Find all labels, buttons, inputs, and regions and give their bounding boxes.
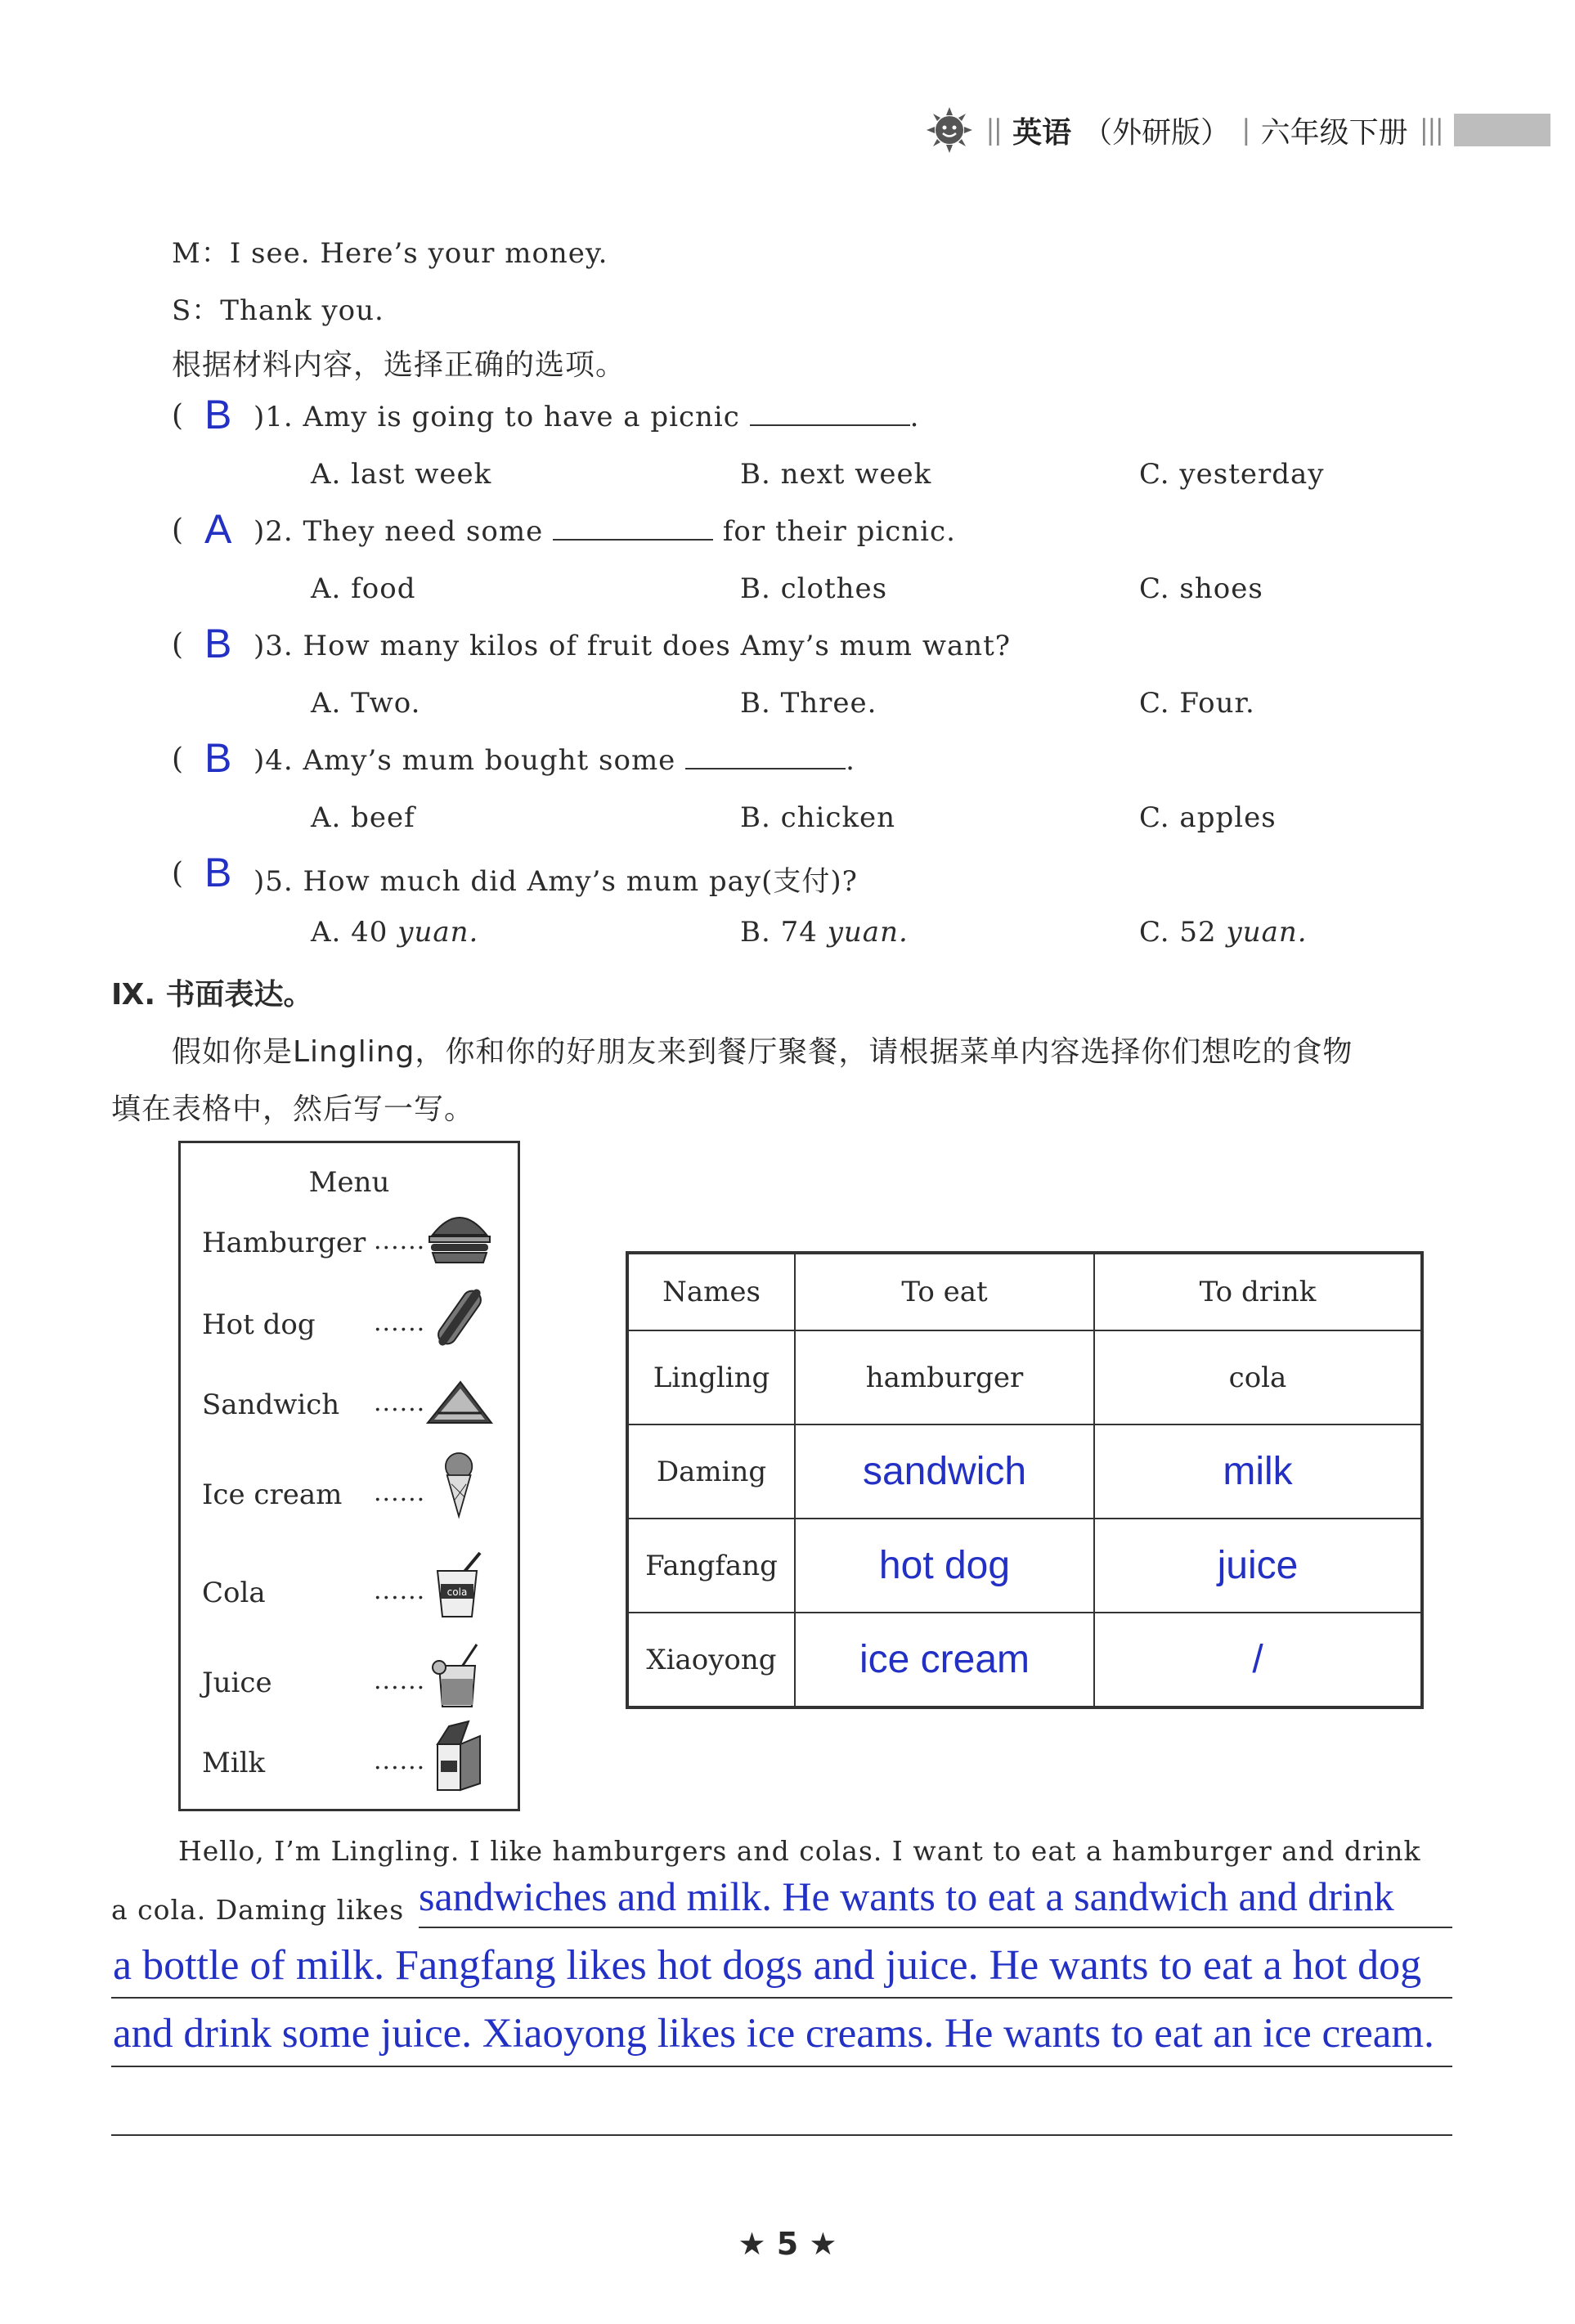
question-1-stem: )1. Amy is going to have a picnic (254, 401, 740, 433)
table-cell-name: Fangfang (627, 1519, 795, 1613)
header-subject: 英语 (1012, 115, 1072, 150)
option-c: C. Four. (1139, 687, 1255, 720)
table-cell-name: Xiaoyong (627, 1613, 795, 1707)
option-c: C. 52 yuan. (1139, 916, 1308, 949)
option-c: C. apples (1139, 801, 1277, 834)
option-b: B. Three. (740, 687, 877, 720)
question-1 (254, 401, 919, 433)
question-1-end: . (909, 401, 920, 433)
writing-rule (111, 1997, 1452, 1999)
section-title: Ⅸ. 书面表达。 (111, 978, 313, 1012)
menu-dots: ...... (374, 1577, 426, 1605)
menu-dots: ...... (374, 1308, 426, 1337)
page-number: ★ 5 ★ (738, 2226, 837, 2262)
menu-item-label: Hamburger (202, 1227, 366, 1259)
page-header (925, 105, 1550, 155)
menu-dots: ...... (374, 1747, 426, 1775)
table-row (627, 1519, 1422, 1613)
section-prompt: 假如你是Lingling，你和你的好朋友来到餐厅聚餐，请根据菜单内容选择你们想吃的食物 (172, 1035, 1353, 1069)
header-divider: || (985, 114, 1002, 146)
answer-paren: ( (172, 628, 184, 662)
menu-title: Menu (308, 1166, 390, 1199)
answer-5: B (204, 850, 232, 895)
question-2-end: for their picnic. (722, 515, 956, 548)
writing-rule (111, 2134, 1452, 2136)
menu-item-label: Cola (202, 1577, 266, 1609)
juice-icon (423, 1638, 496, 1712)
header-edition: （外研版） (1083, 115, 1231, 150)
option-b: B. 74 yuan. (740, 916, 909, 949)
menu-box (178, 1141, 520, 1811)
table-cell-drink: cola (1094, 1330, 1422, 1424)
writing-printed-line: a cola. Daming likes (111, 1894, 405, 1926)
header-divider: ||| (1419, 114, 1443, 146)
table-row (627, 1613, 1422, 1707)
option-c: C. shoes (1139, 572, 1263, 605)
answer-3: B (204, 621, 232, 666)
table-header-row (627, 1253, 1422, 1330)
question-3: )3. How many kilos of fruit does Amy’s mum want? (254, 630, 1012, 662)
cola-icon (423, 1548, 496, 1622)
table-header: To eat (795, 1253, 1094, 1330)
header-divider: | (1241, 114, 1250, 146)
hot-dog-icon (423, 1281, 496, 1354)
table-cell-drink: juice (1094, 1519, 1422, 1613)
answer-paren: ( (172, 857, 184, 891)
menu-dots: ...... (374, 1389, 426, 1417)
answer-1: B (204, 392, 232, 437)
writing-rule (111, 2066, 1452, 2067)
milk-icon (423, 1720, 496, 1793)
answer-blank (750, 424, 910, 426)
food-table (626, 1251, 1424, 1709)
header-gray-block (1454, 114, 1550, 146)
table-row (627, 1424, 1422, 1519)
answer-blank (553, 538, 713, 541)
menu-item-label: Sandwich (202, 1389, 340, 1421)
question-4 (254, 744, 855, 777)
svg-text:cola: cola (446, 1586, 468, 1598)
quiz-instruction: 根据材料内容，选择正确的选项。 (172, 348, 626, 382)
table-row (627, 1330, 1422, 1424)
answer-2: A (204, 506, 232, 552)
option-c: C. yesterday (1139, 458, 1325, 491)
option-a: A. food (311, 572, 416, 605)
dialogue-line: S：Thank you. (172, 294, 384, 327)
menu-dots: ...... (374, 1227, 426, 1255)
question-4-end: . (846, 744, 855, 777)
option-b: B. clothes (740, 572, 888, 605)
answer-blank (685, 767, 846, 769)
menu-dots: ...... (374, 1667, 426, 1695)
menu-item-label: Hot dog (202, 1308, 316, 1341)
hamburger-icon (423, 1200, 496, 1274)
answer-paren: ( (172, 743, 184, 776)
writing-handwritten-line: sandwiches and milk. He wants to eat a sandwich and drink (419, 1873, 1394, 1919)
table-cell-eat: hot dog (795, 1519, 1094, 1613)
section-prompt: 填在表格中，然后写一写。 (111, 1092, 475, 1126)
writing-rule (419, 1927, 1452, 1928)
menu-item-label: Ice cream (202, 1478, 343, 1511)
table-cell-name: Daming (627, 1424, 795, 1519)
table-cell-name: Lingling (627, 1330, 795, 1424)
question-2 (254, 515, 956, 548)
table-cell-eat: hamburger (795, 1330, 1094, 1424)
ice-cream-icon (423, 1446, 496, 1519)
option-a: A. last week (311, 458, 492, 491)
table-header: To drink (1094, 1253, 1422, 1330)
question-4-stem: )4. Amy’s mum bought some (254, 744, 676, 777)
writing-handwritten-line: a bottle of milk. Fangfang likes hot dogs and juice. He wants to eat a hot dog (113, 1942, 1422, 1989)
dialogue-line: M：I see. Here’s your money. (172, 237, 608, 270)
option-a: A. beef (311, 801, 415, 834)
option-b: B. next week (740, 458, 932, 491)
menu-item-label: Milk (202, 1747, 266, 1779)
table-header: Names (627, 1253, 795, 1330)
menu-dots: ...... (374, 1478, 426, 1507)
writing-handwritten-line: and drink some juice. Xiaoyong likes ice creams. He wants to eat an ice cream. (113, 2011, 1434, 2057)
table-cell-drink: milk (1094, 1424, 1422, 1519)
table-cell-eat: ice cream (795, 1613, 1094, 1707)
question-5: )5. How much did Amy’s mum pay(支付)? (254, 865, 858, 898)
sun-icon (925, 105, 974, 155)
option-a: A. 40 yuan. (311, 916, 479, 949)
sandwich-icon (423, 1364, 496, 1438)
writing-printed-line: Hello, I’m Lingling. I like hamburgers and colas. I want to eat a hamburger and drink (178, 1835, 1421, 1867)
menu-item-label: Juice (202, 1667, 272, 1699)
table-cell-drink: / (1094, 1613, 1422, 1707)
answer-paren: ( (172, 399, 184, 433)
option-a: A. Two. (311, 687, 421, 720)
table-cell-eat: sandwich (795, 1424, 1094, 1519)
answer-paren: ( (172, 514, 184, 547)
question-2-stem: )2. They need some (254, 515, 544, 548)
option-b: B. chicken (740, 801, 896, 834)
answer-4: B (204, 735, 232, 781)
header-grade: 六年级下册 (1260, 115, 1408, 150)
